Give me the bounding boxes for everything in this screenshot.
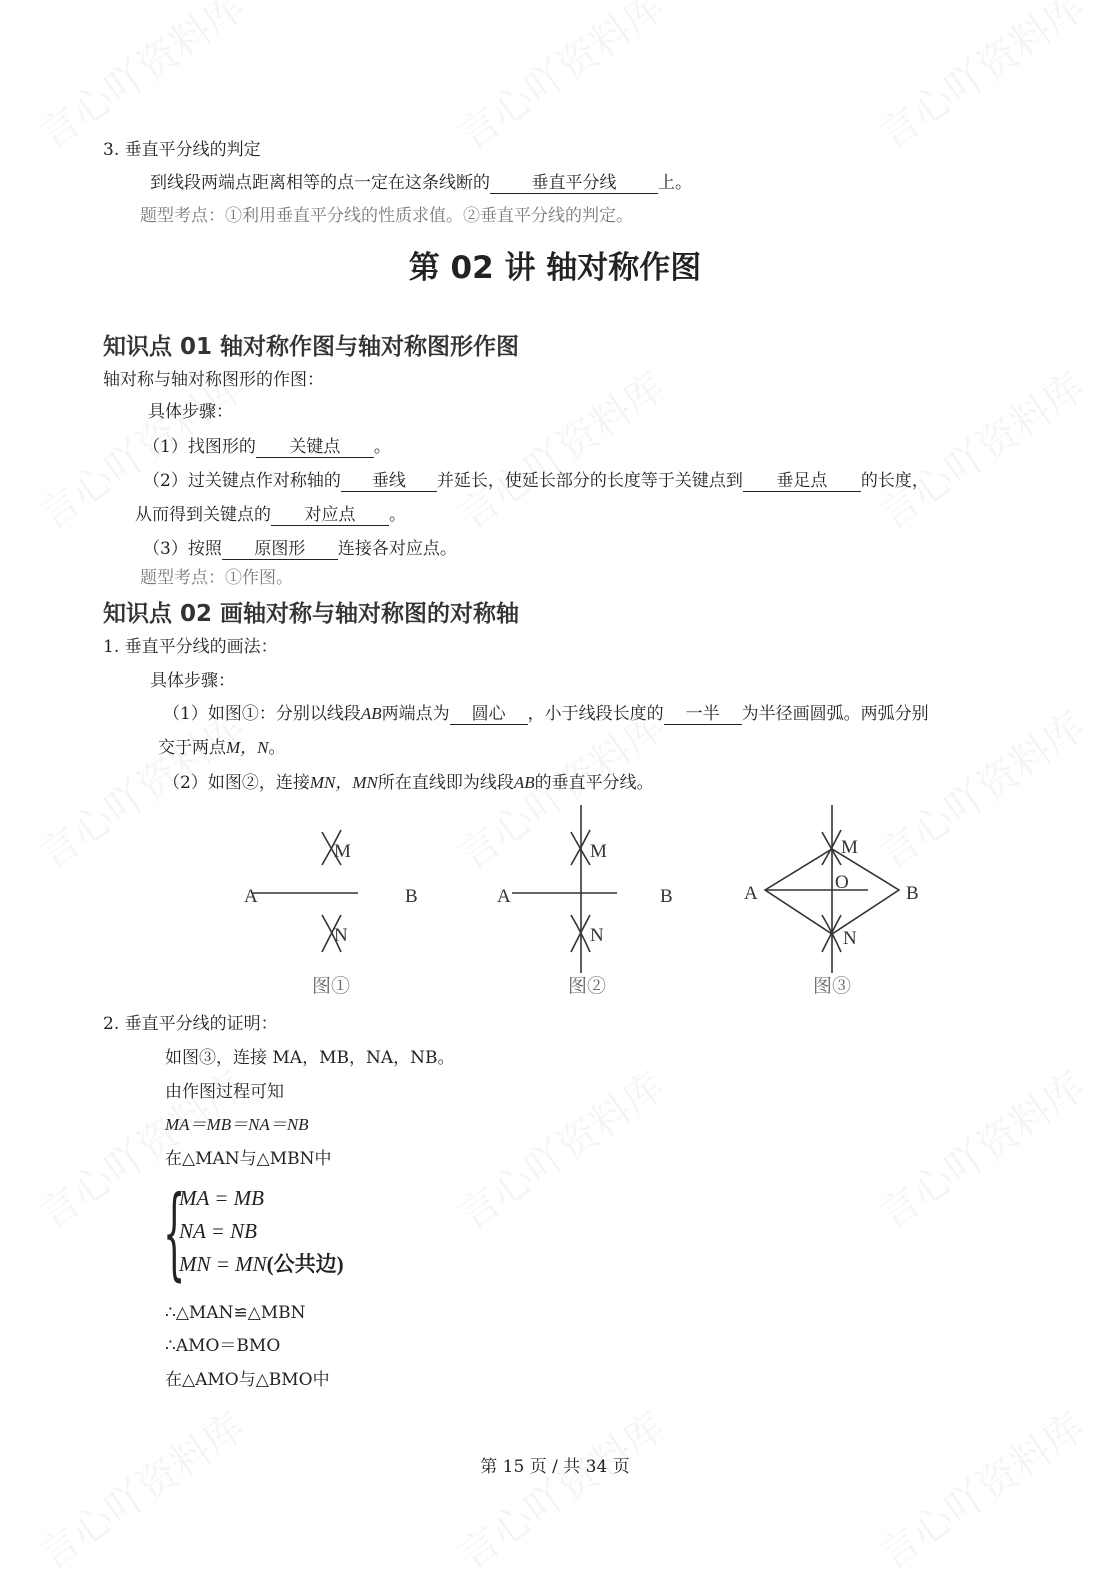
fig1-label-b: B — [405, 886, 418, 907]
fill-blank: 垂直平分线 — [490, 173, 658, 194]
knowledge-point-2-heading: 知识点 02 画轴对称与轴对称图的对称轴 — [103, 601, 520, 627]
equation: MN = MN — [179, 1252, 267, 1276]
fill-blank: 原图形 — [222, 539, 338, 560]
text: （2）如图②，连接 — [163, 773, 310, 793]
system-brace: { — [163, 1174, 186, 1291]
exam-points: 题型考点：①作图。 — [140, 568, 293, 588]
text: 。 — [268, 738, 286, 758]
lecture-title: 第 02 讲 轴对称作图 — [408, 250, 702, 286]
fig3-label-m: M — [841, 837, 858, 858]
fig2-caption: 图② — [567, 976, 607, 997]
fig1-caption: 图① — [311, 976, 351, 997]
text: 连接各对应点。 — [337, 539, 457, 559]
fig2-label-a: A — [497, 886, 511, 907]
text: 交于两点 — [158, 738, 226, 758]
kp2-steps-label: 具体步骤： — [150, 671, 235, 691]
equation: NA = NB — [179, 1219, 257, 1243]
text: 上。 — [658, 173, 692, 193]
fill-blank: 垂足点 — [743, 471, 861, 492]
kp2-sub2: 2. 垂直平分线的证明： — [103, 1014, 278, 1034]
text: 。 — [389, 505, 406, 525]
text: 从而得到关键点的 — [135, 505, 271, 525]
equation-system — [163, 1174, 344, 1291]
fill-blank: 对应点 — [271, 505, 389, 526]
fig1-label-n: N — [334, 925, 348, 946]
text: M，N — [226, 738, 269, 757]
fig3-label-a: A — [744, 883, 758, 904]
text: （2）过关键点作对称轴的 — [143, 471, 341, 491]
figure-3-drawing — [765, 805, 899, 973]
fig2-label-b: B — [660, 886, 673, 907]
text: ，小于线段长度的 — [527, 704, 664, 724]
figure-2-drawing — [512, 805, 617, 973]
fig3-caption: 图③ — [812, 976, 852, 997]
fig1-label-a: A — [244, 886, 258, 907]
page-footer: 第 15 页 / 共 34 页 — [480, 1457, 630, 1477]
text: 并延长，使延长部分的长度等于关键点到 — [436, 471, 743, 491]
fill-blank: 一半 — [664, 704, 742, 725]
fig3-label-n: N — [843, 928, 857, 949]
fill-blank: 关键点 — [256, 437, 374, 458]
text: AB — [360, 704, 382, 723]
text: 的垂直平分线。 — [534, 773, 654, 793]
fig2-label-m: M — [590, 841, 607, 862]
proof-line-5: ∴△MAN≌△MBN — [165, 1303, 306, 1323]
text: （3）按照 — [143, 539, 222, 559]
kp1-intro: 轴对称与轴对称图形的作图： — [103, 370, 324, 390]
text: （1）如图①：分别以线段 — [163, 704, 361, 724]
text: （1）找图形的 — [143, 437, 256, 457]
proof-line-2: 由作图过程可知 — [165, 1082, 284, 1102]
fig2-label-n: N — [590, 925, 604, 946]
text: 的长度， — [860, 471, 929, 491]
proof-line-1: 如图③，连接 MA，MB，NA，NB。 — [165, 1048, 455, 1068]
section-3-heading: 3. 垂直平分线的判定 — [103, 140, 261, 160]
text: 两端点为 — [381, 704, 450, 724]
proof-line-7: 在△AMO与△BMO中 — [165, 1370, 330, 1390]
kp2-sub1: 1. 垂直平分线的画法： — [103, 637, 278, 657]
text: 为半径画圆弧。两弧分别 — [741, 704, 929, 724]
proof-line-4: 在△MAN与△MBN中 — [165, 1149, 332, 1169]
fill-blank: 垂线 — [341, 471, 437, 492]
text: 到线段两端点距离相等的点一定在这条线断的 — [150, 173, 490, 193]
text: 所在直线即为线段 — [377, 773, 514, 793]
proof-line-3: MA＝MB＝NA＝NB — [165, 1115, 309, 1134]
text: 。 — [373, 437, 391, 457]
fig3-label-b: B — [906, 883, 919, 904]
proof-line-6: ∴AMO＝BMO — [165, 1336, 281, 1356]
equation: MA = MB — [179, 1186, 264, 1210]
text: MN，MN — [309, 773, 378, 792]
text: AB — [513, 773, 535, 792]
fill-blank: 圆心 — [450, 704, 528, 725]
equation-note: (公共边) — [266, 1252, 344, 1276]
knowledge-point-1-heading: 知识点 01 轴对称作图与轴对称图形作图 — [103, 334, 520, 360]
exam-points: 题型考点：①利用垂直平分线的性质求值。②垂直平分线的判定。 — [140, 206, 633, 226]
fig3-label-o: O — [835, 872, 849, 893]
fig1-label-m: M — [334, 841, 351, 862]
kp1-steps-label: 具体步骤： — [148, 402, 233, 422]
